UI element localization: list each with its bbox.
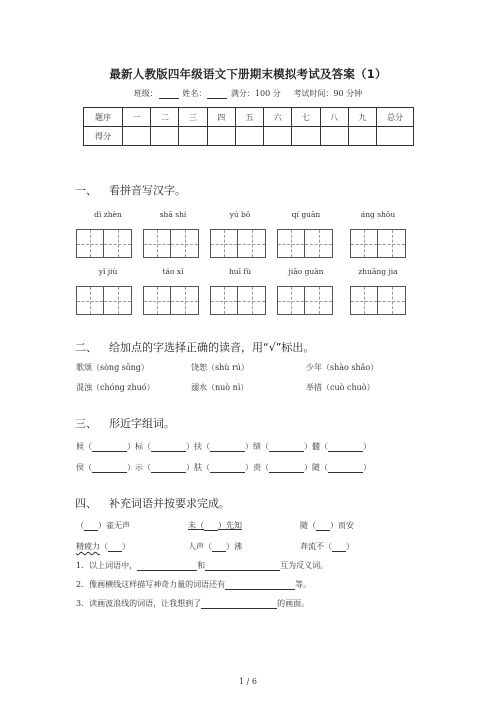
exam-meta bbox=[0, 88, 496, 99]
idiom-line: （ ）雀无声 未（ ）先知 随（ ）而安 bbox=[76, 521, 354, 530]
score-header-cell: 六 bbox=[264, 108, 292, 127]
section-title: 形近字组词。 bbox=[109, 417, 175, 430]
question-3 bbox=[76, 598, 309, 609]
word: 少年 bbox=[306, 363, 322, 372]
word-group-line: 候（ ）标（ ）扶（ ）绩（ ）髓（ ） bbox=[76, 442, 371, 451]
grid-cell[interactable] bbox=[211, 287, 238, 314]
score-header-cell: 总分 bbox=[377, 108, 414, 127]
grid-cell[interactable] bbox=[278, 287, 305, 314]
answer-blank[interactable] bbox=[92, 443, 127, 452]
score-header-cell: 四 bbox=[207, 108, 235, 127]
grid-cell[interactable] bbox=[211, 230, 238, 257]
idiom-text: 雀无声 bbox=[106, 521, 130, 530]
answer-blank[interactable] bbox=[151, 443, 186, 452]
answer-blank[interactable] bbox=[151, 464, 186, 473]
idiom-blank[interactable] bbox=[108, 543, 122, 552]
writing-grid[interactable] bbox=[143, 286, 199, 315]
question-text: 2．像画横线这样描写神奇力量的词语还有 bbox=[76, 580, 226, 589]
score-header-cell: 一 bbox=[123, 108, 151, 127]
score-row-label: 得分 bbox=[84, 127, 123, 146]
question-text: 和 bbox=[197, 561, 206, 570]
section-title: 补充词语并按要求完成。 bbox=[109, 497, 230, 510]
page-number: 1 / 6 bbox=[239, 677, 257, 686]
writing-grid[interactable] bbox=[76, 286, 132, 315]
answer-blank[interactable] bbox=[137, 562, 197, 571]
grid-cell[interactable] bbox=[351, 287, 378, 314]
question-text: 1．以上词语中， bbox=[76, 561, 138, 570]
word-group-line: 侯（ ）示（ ）肤（ ）责（ ）随（ ） bbox=[76, 463, 371, 472]
score-header-cell: 二 bbox=[151, 108, 179, 127]
score-table bbox=[83, 107, 414, 146]
grid-cell[interactable] bbox=[305, 230, 332, 257]
writing-grid[interactable] bbox=[76, 229, 132, 258]
score-cell[interactable] bbox=[377, 127, 414, 146]
pinyin: dì zhèn bbox=[94, 210, 122, 219]
grid-cell[interactable] bbox=[238, 287, 265, 314]
pinyin-choice[interactable]: （chóng zhuó） bbox=[92, 383, 155, 392]
score-cell[interactable] bbox=[179, 127, 207, 146]
score-cell[interactable] bbox=[292, 127, 320, 146]
question-2 bbox=[76, 579, 311, 590]
score-header-cell: 题序 bbox=[84, 108, 123, 127]
pinyin: shā shí bbox=[159, 210, 187, 219]
char: 扶 bbox=[194, 442, 202, 451]
char: 责 bbox=[253, 463, 261, 472]
section-3-heading bbox=[75, 415, 175, 431]
idiom-text: 未 bbox=[188, 521, 196, 530]
section-1-heading bbox=[75, 182, 186, 198]
pinyin: yú bō bbox=[229, 210, 251, 219]
score-table-header bbox=[84, 108, 414, 127]
pinyin-choice[interactable]: （cuò chuò） bbox=[322, 383, 375, 392]
score-header-cell: 九 bbox=[348, 108, 376, 127]
answer-blank[interactable] bbox=[201, 600, 277, 609]
grid-cell[interactable] bbox=[171, 287, 198, 314]
idiom-blank[interactable] bbox=[316, 522, 330, 531]
name-blank[interactable] bbox=[207, 90, 227, 99]
idiom-blank[interactable] bbox=[204, 522, 218, 531]
answer-blank[interactable] bbox=[92, 464, 127, 473]
char: 髓 bbox=[312, 442, 320, 451]
section-number: 二、 bbox=[75, 341, 97, 354]
question-text: 等。 bbox=[295, 580, 312, 589]
char: 随 bbox=[312, 463, 320, 472]
grid-cell[interactable] bbox=[351, 230, 378, 257]
writing-grid[interactable] bbox=[350, 229, 406, 258]
grid-cell[interactable] bbox=[104, 230, 131, 257]
idiom-text: 精疲力 bbox=[76, 542, 100, 551]
word: 溺水 bbox=[191, 383, 207, 392]
word: 歌颂 bbox=[76, 363, 92, 372]
idiom-blank[interactable] bbox=[84, 522, 98, 531]
pinyin-choice[interactable]: （nuò nì） bbox=[207, 383, 249, 392]
answer-blank[interactable] bbox=[205, 562, 280, 571]
score-cell[interactable] bbox=[264, 127, 292, 146]
grid-cell[interactable] bbox=[378, 230, 405, 257]
section-number: 四、 bbox=[75, 497, 97, 510]
score-header-cell: 三 bbox=[179, 108, 207, 127]
section-number: 三、 bbox=[75, 417, 97, 430]
char: 示 bbox=[135, 463, 143, 472]
section-title: 给加点的字选择正确的读音，用“√”标出。 bbox=[109, 341, 315, 354]
char: 候 bbox=[76, 442, 84, 451]
answer-blank[interactable] bbox=[269, 443, 304, 452]
grid-cell[interactable] bbox=[238, 230, 265, 257]
question-text: 互为反义词。 bbox=[280, 561, 329, 570]
answer-blank[interactable] bbox=[269, 464, 304, 473]
score-cell[interactable] bbox=[207, 127, 235, 146]
section-number: 一、 bbox=[75, 184, 97, 197]
pinyin-choice[interactable]: （sòng sōng） bbox=[92, 363, 149, 372]
score-label: 满分：100 分 bbox=[230, 89, 281, 98]
page-title: 最新人教版四年级语文下册期末模拟考试及答案（1） bbox=[109, 67, 387, 81]
grid-cell[interactable] bbox=[171, 230, 198, 257]
answer-blank[interactable] bbox=[210, 443, 245, 452]
idiom-text: 随 bbox=[300, 521, 308, 530]
grid-cell[interactable] bbox=[144, 230, 171, 257]
grid-cell[interactable] bbox=[77, 230, 104, 257]
class-label: 班级： bbox=[133, 89, 158, 98]
answer-blank[interactable] bbox=[225, 581, 295, 590]
section-title: 看拼音写汉字。 bbox=[109, 184, 186, 197]
char: 肤 bbox=[194, 463, 202, 472]
idiom-text: 先知 bbox=[226, 521, 242, 530]
answer-blank[interactable] bbox=[328, 443, 363, 452]
writing-grid[interactable] bbox=[210, 286, 266, 315]
score-header-cell: 五 bbox=[235, 108, 263, 127]
answer-blank[interactable] bbox=[210, 464, 245, 473]
reading-line bbox=[76, 362, 378, 373]
word: 饶恕 bbox=[191, 363, 207, 372]
class-blank[interactable] bbox=[159, 90, 179, 99]
name-label: 姓名： bbox=[182, 89, 207, 98]
score-cell[interactable] bbox=[235, 127, 263, 146]
grid-cell[interactable] bbox=[77, 287, 104, 314]
question-1 bbox=[76, 560, 328, 571]
pinyin: áng shǒu bbox=[360, 210, 396, 219]
section-2-heading bbox=[75, 339, 314, 355]
idiom-text: 沸 bbox=[234, 542, 242, 551]
char: 侯 bbox=[76, 463, 84, 472]
writing-grid[interactable] bbox=[350, 286, 406, 315]
grid-cell[interactable] bbox=[305, 287, 332, 314]
pinyin: qí guān bbox=[291, 210, 321, 219]
idiom-text: 而安 bbox=[338, 521, 354, 530]
pinyin: jiāo guàn bbox=[288, 267, 324, 276]
score-header-cell: 八 bbox=[320, 108, 348, 127]
section-4-heading bbox=[75, 495, 230, 511]
writing-grid[interactable] bbox=[143, 229, 199, 258]
writing-grid[interactable] bbox=[210, 229, 266, 258]
score-cell[interactable] bbox=[320, 127, 348, 146]
idiom-blank[interactable] bbox=[212, 543, 226, 552]
score-cell[interactable] bbox=[123, 127, 151, 146]
question-text: 3．读画波浪线的词语，让我想到了 bbox=[76, 599, 202, 608]
idiom-line: 精疲力（ ） 人声（ ）沸 奔流不（ ） bbox=[76, 542, 354, 551]
score-header-cell: 七 bbox=[292, 108, 320, 127]
answer-blank[interactable] bbox=[328, 464, 363, 473]
word: 混浊 bbox=[76, 383, 92, 392]
reading-line bbox=[76, 382, 375, 393]
time-label: 考试时间：90 分钟 bbox=[293, 89, 363, 98]
score-cell[interactable] bbox=[348, 127, 376, 146]
pinyin: zhuāng jia bbox=[358, 267, 398, 276]
grid-cell[interactable] bbox=[144, 287, 171, 314]
pinyin: yǐ jiù bbox=[98, 267, 118, 276]
pinyin-choice[interactable]: （shào shǎo） bbox=[322, 363, 379, 372]
grid-cell[interactable] bbox=[378, 287, 405, 314]
char: 标 bbox=[135, 442, 143, 451]
idiom-text: 人声 bbox=[188, 542, 204, 551]
question-text: 的画面。 bbox=[277, 599, 310, 608]
writing-grid[interactable] bbox=[277, 229, 333, 258]
pinyin-choice[interactable]: （shù rú） bbox=[207, 363, 249, 372]
grid-cell[interactable] bbox=[104, 287, 131, 314]
word: 举措 bbox=[306, 383, 322, 392]
pinyin: huī fù bbox=[228, 267, 252, 276]
score-cell[interactable] bbox=[151, 127, 179, 146]
pinyin: táo xǐ bbox=[162, 267, 184, 276]
grid-cell[interactable] bbox=[278, 230, 305, 257]
writing-grid[interactable] bbox=[277, 286, 333, 315]
char: 绩 bbox=[253, 442, 261, 451]
score-table-row bbox=[84, 127, 414, 146]
idiom-text: 奔流不 bbox=[300, 542, 324, 551]
idiom-blank[interactable] bbox=[332, 543, 346, 552]
